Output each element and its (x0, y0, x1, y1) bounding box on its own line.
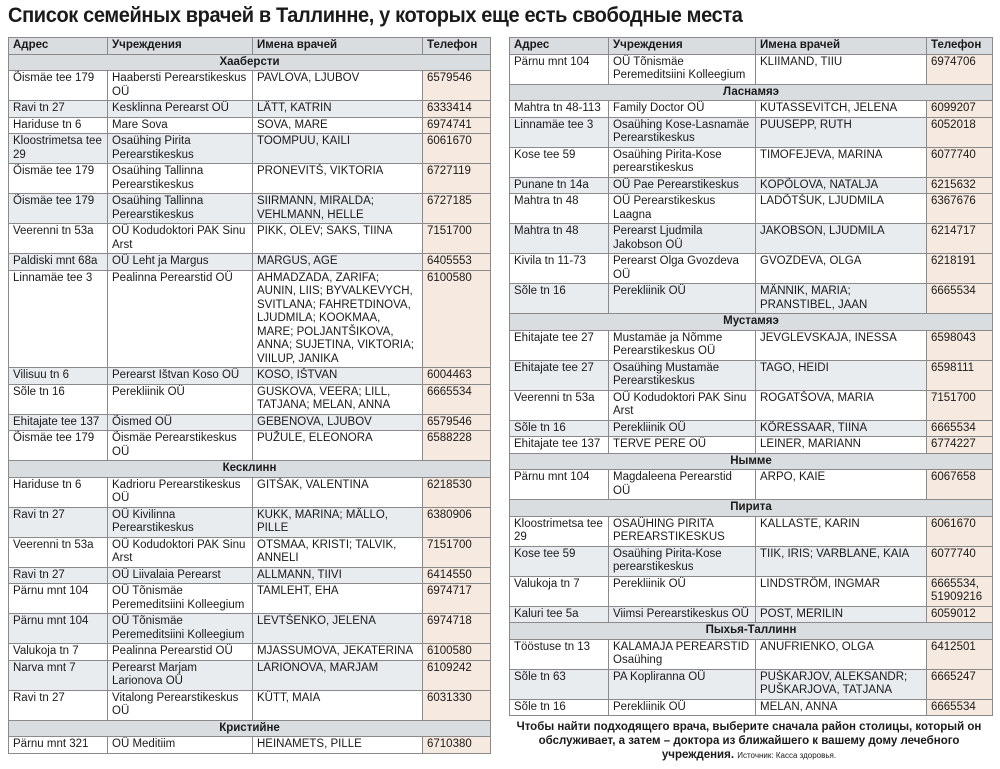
table-row (510, 194, 993, 224)
table-row (9, 270, 491, 368)
table-row (510, 669, 993, 699)
address-cell: Narva mnt 7 (9, 660, 108, 690)
phone-cell: 6061670 (927, 516, 993, 546)
institution-cell: OSAÜHING PIRITA PEREARSTIKESKUS (609, 516, 756, 546)
doctors-cell: GITŠAK, VALENTINA (253, 477, 423, 507)
institution-cell: Perearst Marjam Larionova OÜ (108, 660, 253, 690)
address-cell: Õismäe tee 179 (9, 194, 108, 224)
phone-cell: 6598043 (927, 330, 993, 360)
phone-cell: 6665534 (423, 384, 491, 414)
doctors-cell: OTSMAA, KRISTI; TALVIK, ANNELI (253, 537, 423, 567)
doctors-table-left (8, 37, 491, 754)
table-row (510, 224, 993, 254)
district-row (510, 314, 993, 331)
table-row (9, 368, 491, 385)
phone-cell: 6061670 (423, 134, 491, 164)
address-cell: Pärnu mnt 104 (9, 584, 108, 614)
district-name: Мустамяэ (510, 314, 993, 331)
table-row (510, 177, 993, 194)
table-row (9, 567, 491, 584)
address-cell: Linnamäe tee 3 (9, 270, 108, 368)
phone-cell: 6665534 (927, 699, 993, 716)
table-row (510, 470, 993, 500)
address-cell: Mahtra tn 48 (510, 224, 609, 254)
institution-cell: Perekliinik OÜ (609, 576, 756, 606)
footnote-text: Чтобы найти подходящего врача, выберите сначала район столицы, который он обслуживает, а затем – доктора из ближайшего к вашему дому лечебного учреждения. (516, 721, 982, 761)
institution-cell: Mare Sova (108, 117, 253, 134)
table-row (9, 537, 491, 567)
institution-cell: Osaühing Mustamäe Perearstikeskus (609, 360, 756, 390)
phone-cell: 6598111 (927, 360, 993, 390)
phone-cell: 6974718 (423, 614, 491, 644)
address-cell: Pärnu mnt 104 (510, 54, 609, 84)
institution-cell: OÜ Meditiim (108, 737, 253, 754)
table-row (510, 284, 993, 314)
institution-cell: OÜ Kodudoktori PAK Sinu Arst (108, 224, 253, 254)
header-phone: Телефон (927, 38, 993, 55)
address-cell: Sõle tn 16 (510, 420, 609, 437)
phone-cell: 6412501 (927, 639, 993, 669)
institution-cell: OÜ Tõnismäe Peremeditsiini Kolleegium (609, 54, 756, 84)
address-cell: Ravi tn 27 (9, 507, 108, 537)
institution-cell: Mustamäe ja Nõmme Perearstikeskus OÜ (609, 330, 756, 360)
phone-cell: 7151700 (927, 390, 993, 420)
phone-cell: 6588228 (423, 431, 491, 461)
address-cell: Mahtra tn 48 (510, 194, 609, 224)
doctors-cell: KLIIMAND, TIIU (756, 54, 927, 84)
phone-cell: 6077740 (927, 147, 993, 177)
header-institution: Учреждения (609, 38, 756, 55)
doctors-cell: ALLMANN, TIIVI (253, 567, 423, 584)
institution-cell: OÜ Kodudoktori PAK Sinu Arst (609, 390, 756, 420)
phone-cell: 6214717 (927, 224, 993, 254)
district-name: Пирита (510, 500, 993, 517)
table-row (9, 477, 491, 507)
phone-cell: 6067658 (927, 470, 993, 500)
institution-cell: Osaühing Kose-Lasnamäe Perearstikeskus (609, 117, 756, 147)
phone-cell: 7151700 (423, 537, 491, 567)
institution-cell: Õismäe Perearstikeskus OÜ (108, 431, 253, 461)
address-cell: Punane tn 14a (510, 177, 609, 194)
phone-cell: 6579546 (423, 71, 491, 101)
doctors-cell: LÄTT, KATRIN (253, 101, 423, 118)
table-row (510, 254, 993, 284)
table-row (9, 254, 491, 271)
doctors-cell: KUTASSEVITCH, JELENA (756, 101, 927, 118)
doctors-cell: ROGATŠOVA, MARIA (756, 390, 927, 420)
doctors-cell: PAVLOVA, LJUBOV (253, 71, 423, 101)
address-cell: Veerenni tn 53a (510, 390, 609, 420)
table-row (9, 224, 491, 254)
table-row (510, 117, 993, 147)
institution-cell: Perearst Ljudmila Jakobson OÜ (609, 224, 756, 254)
institution-cell: Perekliinik OÜ (609, 420, 756, 437)
table-row (510, 101, 993, 118)
institution-cell: OÜ Perearstikeskus Laagna (609, 194, 756, 224)
address-cell: Paldiski mnt 68a (9, 254, 108, 271)
address-cell: Hariduse tn 6 (9, 117, 108, 134)
institution-cell: Osaühing Tallinna Perearstikeskus (108, 194, 253, 224)
doctors-cell: TIMOFEJEVA, MARINA (756, 147, 927, 177)
header-address: Адрес (510, 38, 609, 55)
phone-cell: 6974717 (423, 584, 491, 614)
address-cell: Kose tee 59 (510, 147, 609, 177)
address-cell: Sõle tn 16 (510, 699, 609, 716)
institution-cell: Perearst Ištvan Koso OÜ (108, 368, 253, 385)
phone-cell: 6100580 (423, 270, 491, 368)
address-cell: Ehitajate tee 137 (510, 437, 609, 454)
institution-cell: OÜ Pae Perearstikeskus (609, 177, 756, 194)
doctors-cell: JEVGLEVSKAJA, INESSA (756, 330, 927, 360)
district-row (510, 453, 993, 470)
doctors-cell: MELAN, ANNA (756, 699, 927, 716)
footnote-source: Источник: Касса здоровья. (737, 751, 837, 760)
doctors-cell: KOPÕLOVA, NATALJA (756, 177, 927, 194)
doctors-cell: TAMLEHT, EHA (253, 584, 423, 614)
district-name: Ласнамяэ (510, 84, 993, 101)
address-cell: Ehitajate tee 137 (9, 414, 108, 431)
institution-cell: Kadrioru Perearstikeskus OÜ (108, 477, 253, 507)
address-cell: Veerenni tn 53a (9, 224, 108, 254)
doctors-cell: PIKK, OLEV; SAKS, TIINA (253, 224, 423, 254)
table-row (510, 639, 993, 669)
district-row (510, 84, 993, 101)
institution-cell: TERVE PERE OÜ (609, 437, 756, 454)
doctors-cell: LARIONOVA, MARJAM (253, 660, 423, 690)
phone-cell: 6109242 (423, 660, 491, 690)
institution-cell: Osaühing Pirita Perearstikeskus (108, 134, 253, 164)
table-row (510, 437, 993, 454)
table-row (9, 431, 491, 461)
table-body-right (510, 54, 993, 716)
phone-cell: 6004463 (423, 368, 491, 385)
doctors-cell: LEVTŠENKO, JELENA (253, 614, 423, 644)
institution-cell: OÜ Leht ja Margus (108, 254, 253, 271)
doctors-table-right (509, 37, 993, 716)
phone-cell: 6579546 (423, 414, 491, 431)
institution-cell: OÜ Kodudoktori PAK Sinu Arst (108, 537, 253, 567)
table-row (510, 360, 993, 390)
institution-cell: PA Kopliranna OÜ (609, 669, 756, 699)
page-title: Список семейных врачей в Таллинне, у которых еще есть свободные места (8, 3, 743, 27)
doctors-cell: SOVA, MARE (253, 117, 423, 134)
table-row (9, 414, 491, 431)
phone-cell: 6100580 (423, 644, 491, 661)
header-doctors: Имена врачей (756, 38, 927, 55)
address-cell: Veerenni tn 53a (9, 537, 108, 567)
address-cell: Tööstuse tn 13 (510, 639, 609, 669)
district-name: Кристийне (9, 720, 491, 737)
phone-cell: 6077740 (927, 546, 993, 576)
institution-cell: OÜ Tõnismäe Peremeditsiini Kolleegium (108, 584, 253, 614)
table-header-row (9, 38, 491, 55)
header-institution: Учреждения (108, 38, 253, 55)
header-doctors: Имена врачей (253, 38, 423, 55)
doctors-cell: KÕRESSAAR, TIINA (756, 420, 927, 437)
address-cell: Kaluri tee 5a (510, 606, 609, 623)
phone-cell: 6333414 (423, 101, 491, 118)
doctors-cell: MJASSUMOVA, JEKATERINA (253, 644, 423, 661)
doctors-cell: MARGUS, AGE (253, 254, 423, 271)
doctors-cell: ANUFRIENKO, OLGA (756, 639, 927, 669)
table-row (510, 330, 993, 360)
phone-cell: 6774227 (927, 437, 993, 454)
address-cell: Kloostrimetsa tee 29 (9, 134, 108, 164)
address-cell: Sõle tn 63 (510, 669, 609, 699)
table-row (9, 134, 491, 164)
institution-cell: Õismed OÜ (108, 414, 253, 431)
doctors-cell: LINDSTRÖM, INGMAR (756, 576, 927, 606)
doctors-cell: PUŽULE, ELEONORA (253, 431, 423, 461)
address-cell: Hariduse tn 6 (9, 477, 108, 507)
table-row (510, 546, 993, 576)
table-row (510, 699, 993, 716)
address-cell: Valukoja tn 7 (9, 644, 108, 661)
institution-cell: Vitalong Perearstikeskus OÜ (108, 690, 253, 720)
phone-cell: 6218191 (927, 254, 993, 284)
address-cell: Pärnu mnt 104 (9, 614, 108, 644)
table-row (9, 194, 491, 224)
table-body-left (9, 54, 491, 753)
doctors-cell: POST, MERILIN (756, 606, 927, 623)
address-cell: Ehitajate tee 27 (510, 330, 609, 360)
institution-cell: Magdaleena Perearstid OÜ (609, 470, 756, 500)
phone-cell: 6727119 (423, 164, 491, 194)
doctors-cell: TIIK, IRIS; VARBLANE, KAIA (756, 546, 927, 576)
doctors-cell: LADÕTŠUK, LJUDMILA (756, 194, 927, 224)
doctors-cell: KÜTT, MAIA (253, 690, 423, 720)
table-row (9, 660, 491, 690)
doctors-cell: ARPO, KAIE (756, 470, 927, 500)
header-address: Адрес (9, 38, 108, 55)
institution-cell: OÜ Liivalaia Perearst (108, 567, 253, 584)
address-cell: Kivila tn 11-73 (510, 254, 609, 284)
institution-cell: Osaühing Pirita-Kose perearstikeskus (609, 147, 756, 177)
phone-cell: 6665247 (927, 669, 993, 699)
doctors-cell: GVOZDEVA, OLGA (756, 254, 927, 284)
phone-cell: 6974741 (423, 117, 491, 134)
table-row (510, 54, 993, 84)
address-cell: Kose tee 59 (510, 546, 609, 576)
phone-cell: 6414550 (423, 567, 491, 584)
address-cell: Sõle tn 16 (9, 384, 108, 414)
phone-cell: 6665534 (927, 420, 993, 437)
doctors-cell: PUUSEPP, RUTH (756, 117, 927, 147)
table-row (9, 507, 491, 537)
doctors-cell: AHMADZADA, ZARIFA; AUNIN, LIIS; BYVALKEVYCH, SVITLANA; FAHRETDINOVA, LJUDMILA; KOOKMAA, MARE; POLJANTŠIKOVA, ANNA; SUJETINA, VIKTORIA; VIILUP, JANIKA (253, 270, 423, 368)
table-row (9, 690, 491, 720)
doctors-cell: PRONEVITŠ, VIKTORIA (253, 164, 423, 194)
table-row (510, 390, 993, 420)
phone-cell: 6099207 (927, 101, 993, 118)
phone-cell: 6665534 (927, 284, 993, 314)
address-cell: Vilisuu tn 6 (9, 368, 108, 385)
institution-cell: Kesklinna Perearst OÜ (108, 101, 253, 118)
district-name: Кесклинн (9, 461, 491, 478)
doctors-cell: MÄNNIK, MARIA; PRANSTIBEL, JAAN (756, 284, 927, 314)
doctors-cell: GUSKOVA, VEERA; LILL, TATJANA; MELAN, ANNA (253, 384, 423, 414)
footnote (509, 720, 989, 763)
institution-cell: Perekliinik OÜ (108, 384, 253, 414)
address-cell: Valukoja tn 7 (510, 576, 609, 606)
table-row (510, 576, 993, 606)
phone-cell: 6710380 (423, 737, 491, 754)
institution-cell: Haabersti Perearstikeskus OÜ (108, 71, 253, 101)
table-row (9, 584, 491, 614)
district-row (9, 720, 491, 737)
institution-cell: Viimsi Perearstikeskus OÜ (609, 606, 756, 623)
doctors-cell: LEINER, MARIANN (756, 437, 927, 454)
institution-cell: Family Doctor OÜ (609, 101, 756, 118)
doctors-cell: JAKOBSON, LJUDMILA (756, 224, 927, 254)
phone-cell: 6367676 (927, 194, 993, 224)
address-cell: Ravi tn 27 (9, 690, 108, 720)
address-cell: Mahtra tn 48-113 (510, 101, 609, 118)
address-cell: Kloostrimetsa tee 29 (510, 516, 609, 546)
phone-cell: 6215632 (927, 177, 993, 194)
header-phone: Телефон (423, 38, 491, 55)
district-name: Пыхья-Таллинн (510, 623, 993, 640)
phone-cell: 6974706 (927, 54, 993, 84)
address-cell: Ravi tn 27 (9, 567, 108, 584)
institution-cell: Perekliinik OÜ (609, 284, 756, 314)
phone-cell: 6405553 (423, 254, 491, 271)
doctors-cell: KUKK, MARINA; MÄLLO, PILLE (253, 507, 423, 537)
table-row (9, 644, 491, 661)
district-name: Хааберсти (9, 54, 491, 71)
doctors-cell: TOOMPUU, KAILI (253, 134, 423, 164)
institution-cell: Osaühing Pirita-Kose perearstikeskus (609, 546, 756, 576)
phone-cell: 6031330 (423, 690, 491, 720)
doctors-cell: KALLASTE, KARIN (756, 516, 927, 546)
table-row (9, 384, 491, 414)
phone-cell: 7151700 (423, 224, 491, 254)
institution-cell: OÜ Tõnismäe Peremeditsiini Kolleegium (108, 614, 253, 644)
address-cell: Ehitajate tee 27 (510, 360, 609, 390)
district-row (9, 461, 491, 478)
table-row (9, 164, 491, 194)
district-name: Нымме (510, 453, 993, 470)
doctors-cell: PUŠKARJOV, ALEKSANDR; PUŠKARJOVA, TATJANA (756, 669, 927, 699)
table-row (9, 614, 491, 644)
phone-cell: 6727185 (423, 194, 491, 224)
address-cell: Pärnu mnt 321 (9, 737, 108, 754)
table-row (9, 737, 491, 754)
institution-cell: Pealinna Perearstid OÜ (108, 270, 253, 368)
phone-cell: 6059012 (927, 606, 993, 623)
table-row (510, 516, 993, 546)
institution-cell: Perearst Olga Gvozdeva OÜ (609, 254, 756, 284)
phone-cell: 6665534, 51909216 (927, 576, 993, 606)
institution-cell: KALAMAJA PEREARSTID Osaühing (609, 639, 756, 669)
district-row (9, 54, 491, 71)
doctors-cell: GEBENOVA, LJUBOV (253, 414, 423, 431)
institution-cell: OÜ Kivilinna Perearstikeskus (108, 507, 253, 537)
address-cell: Pärnu mnt 104 (510, 470, 609, 500)
table-row (9, 71, 491, 101)
doctors-cell: SIIRMANN, MIRALDA; VEHLMANN, HELLE (253, 194, 423, 224)
doctors-cell: KOSO, IŠTVAN (253, 368, 423, 385)
table-header-row (510, 38, 993, 55)
doctors-cell: HEINAMETS, PILLE (253, 737, 423, 754)
institution-cell: Perekliinik OÜ (609, 699, 756, 716)
phone-cell: 6218530 (423, 477, 491, 507)
phone-cell: 6380906 (423, 507, 491, 537)
institution-cell: Pealinna Perearstid OÜ (108, 644, 253, 661)
table-row (9, 101, 491, 118)
table-row (510, 420, 993, 437)
address-cell: Õismäe tee 179 (9, 71, 108, 101)
district-row (510, 623, 993, 640)
table-row (9, 117, 491, 134)
address-cell: Sõle tn 16 (510, 284, 609, 314)
doctors-cell: TAGO, HEIDI (756, 360, 927, 390)
phone-cell: 6052018 (927, 117, 993, 147)
table-row (510, 606, 993, 623)
institution-cell: Osaühing Tallinna Perearstikeskus (108, 164, 253, 194)
table-row (510, 147, 993, 177)
address-cell: Õismäe tee 179 (9, 431, 108, 461)
address-cell: Linnamäe tee 3 (510, 117, 609, 147)
address-cell: Õismäe tee 179 (9, 164, 108, 194)
address-cell: Ravi tn 27 (9, 101, 108, 118)
district-row (510, 500, 993, 517)
